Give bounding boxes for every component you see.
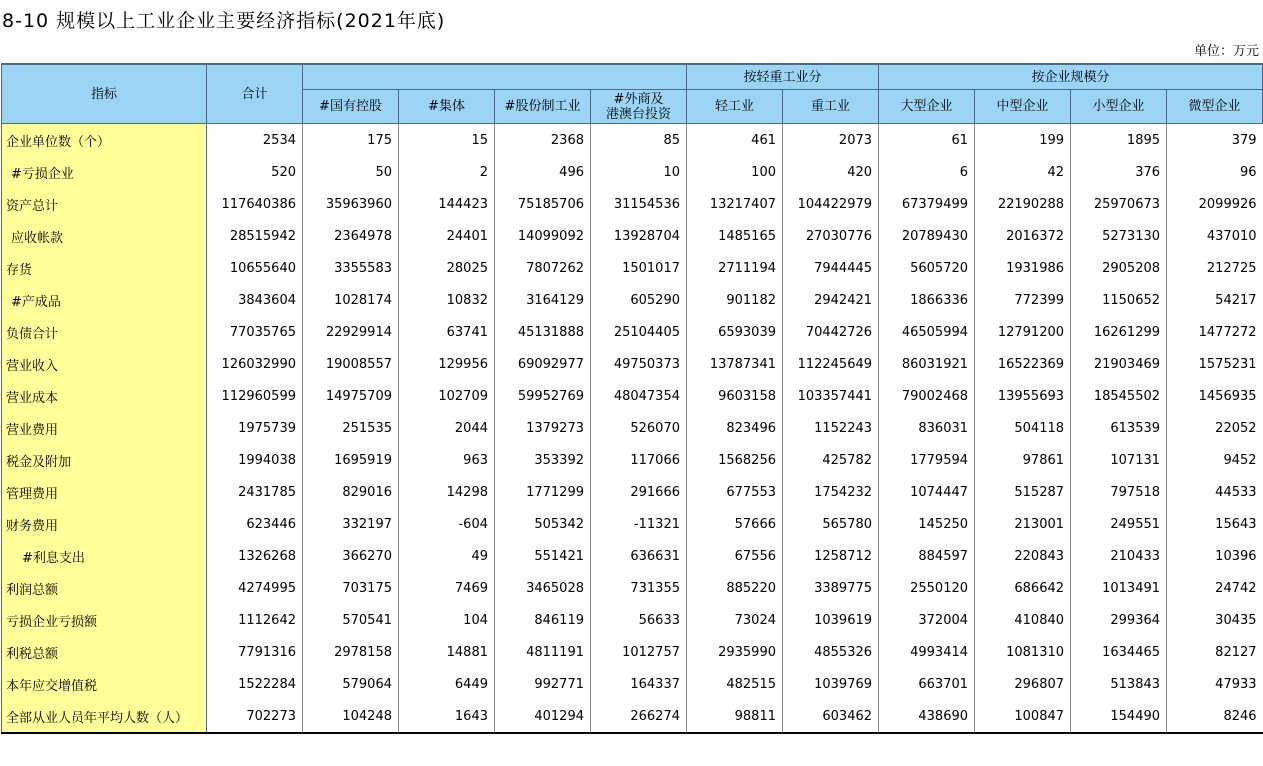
table-row (2, 188, 1263, 220)
table-cell: 2431785 (207, 476, 303, 508)
row-label: 资产总计 (2, 188, 207, 220)
page-title: 8-10 规模以上工业企业主要经济指标(2021年底) (2, 10, 446, 32)
table-row (2, 380, 1263, 412)
table-cell: 901182 (687, 284, 783, 316)
table-cell: 520 (207, 156, 303, 188)
table-cell: 296807 (975, 668, 1071, 700)
table-cell: 28025 (399, 252, 495, 284)
row-label: 全部从业人员年平均人数（人） (2, 700, 207, 733)
table-cell: 9452 (1167, 444, 1263, 476)
table-cell: 24401 (399, 220, 495, 252)
table-cell: 102709 (399, 380, 495, 412)
table-row (2, 124, 1263, 157)
table-cell: 570541 (303, 604, 399, 636)
table-cell: 54217 (1167, 284, 1263, 316)
table-cell: 372004 (879, 604, 975, 636)
table-cell: 210433 (1071, 540, 1167, 572)
column-header: 小型企业 (1071, 90, 1167, 124)
table-cell: 1326268 (207, 540, 303, 572)
table-cell: 15 (399, 124, 495, 157)
table-cell: 1485165 (687, 220, 783, 252)
table-cell: 6 (879, 156, 975, 188)
table-cell: 107131 (1071, 444, 1167, 476)
table-cell: 565780 (783, 508, 879, 540)
table-cell: 42 (975, 156, 1071, 188)
table-cell: 144423 (399, 188, 495, 220)
table-cell: 2550120 (879, 572, 975, 604)
row-label: 企业单位数（个） (2, 124, 207, 157)
table-cell: 112960599 (207, 380, 303, 412)
table-cell: 299364 (1071, 604, 1167, 636)
unit-label: 单位：万元 (1193, 44, 1259, 59)
table-cell: 2044 (399, 412, 495, 444)
table-cell: 249551 (1071, 508, 1167, 540)
table-cell: 702273 (207, 700, 303, 733)
table-cell: 199 (975, 124, 1071, 157)
table-cell: 884597 (879, 540, 975, 572)
table-cell: 70442726 (783, 316, 879, 348)
table-cell: 22052 (1167, 412, 1263, 444)
row-label: 应收帐款 (2, 220, 207, 252)
table-cell: 4274995 (207, 572, 303, 604)
table-cell: 13955693 (975, 380, 1071, 412)
header-blank-group (303, 64, 687, 90)
table-cell: 2016372 (975, 220, 1071, 252)
table-cell: 56633 (591, 604, 687, 636)
row-label: 管理费用 (2, 476, 207, 508)
table-cell: 1379273 (495, 412, 591, 444)
table-cell: 21903469 (1071, 348, 1167, 380)
table-cell: 1994038 (207, 444, 303, 476)
table-cell: 1258712 (783, 540, 879, 572)
table-cell: 1522284 (207, 668, 303, 700)
table-row (2, 508, 1263, 540)
table-cell: 112245649 (783, 348, 879, 380)
table-cell: 19008557 (303, 348, 399, 380)
table-cell: 2099926 (1167, 188, 1263, 220)
table-cell: 291666 (591, 476, 687, 508)
table-cell: 73024 (687, 604, 783, 636)
table-cell: 100847 (975, 700, 1071, 733)
row-label: 利税总额 (2, 636, 207, 668)
header-total: 合计 (207, 64, 303, 124)
table-cell: 366270 (303, 540, 399, 572)
table-cell: 47933 (1167, 668, 1263, 700)
table-cell: 154490 (1071, 700, 1167, 733)
table-cell: 992771 (495, 668, 591, 700)
table-cell: 25104405 (591, 316, 687, 348)
table-cell: 8246 (1167, 700, 1263, 733)
table-cell: 14298 (399, 476, 495, 508)
table-cell: 677553 (687, 476, 783, 508)
table-cell: 7944445 (783, 252, 879, 284)
table-cell: 1568256 (687, 444, 783, 476)
table-cell: 1643 (399, 700, 495, 733)
row-label: 营业收入 (2, 348, 207, 380)
table-cell: 77035765 (207, 316, 303, 348)
table-cell: 1695919 (303, 444, 399, 476)
table-cell: 14881 (399, 636, 495, 668)
table-row (2, 700, 1263, 733)
table-cell: 401294 (495, 700, 591, 733)
table-cell: 266274 (591, 700, 687, 733)
table-row (2, 316, 1263, 348)
row-label: #利息支出 (2, 540, 207, 572)
table-cell: 482515 (687, 668, 783, 700)
table-cell: 846119 (495, 604, 591, 636)
table-cell: 6449 (399, 668, 495, 700)
table-cell: 885220 (687, 572, 783, 604)
column-header: 大型企业 (879, 90, 975, 124)
table-cell: 59952769 (495, 380, 591, 412)
table-cell: 2364978 (303, 220, 399, 252)
table-cell: 1501017 (591, 252, 687, 284)
table-cell: 376 (1071, 156, 1167, 188)
row-label: #亏损企业 (2, 156, 207, 188)
column-header: 中型企业 (975, 90, 1071, 124)
table-cell: 44533 (1167, 476, 1263, 508)
table-cell: 96 (1167, 156, 1263, 188)
column-header: #集体 (399, 90, 495, 124)
table-cell: 20789430 (879, 220, 975, 252)
table-cell: 420 (783, 156, 879, 188)
table-cell: 117640386 (207, 188, 303, 220)
column-header: 轻工业 (687, 90, 783, 124)
table-cell: 410840 (975, 604, 1071, 636)
table-cell: 2368 (495, 124, 591, 157)
table-cell: 129956 (399, 348, 495, 380)
table-cell: 126032990 (207, 348, 303, 380)
table-cell: 7791316 (207, 636, 303, 668)
table-cell: 6593039 (687, 316, 783, 348)
table-cell: 1575231 (1167, 348, 1263, 380)
table-cell: 67379499 (879, 188, 975, 220)
table-cell: 1931986 (975, 252, 1071, 284)
table-cell: 613539 (1071, 412, 1167, 444)
table-cell: 2 (399, 156, 495, 188)
table-cell: -11321 (591, 508, 687, 540)
table-cell: 13217407 (687, 188, 783, 220)
table-cell: 10832 (399, 284, 495, 316)
table-cell: 30435 (1167, 604, 1263, 636)
table-cell: 3465028 (495, 572, 591, 604)
table-cell: 797518 (1071, 476, 1167, 508)
row-label: 存货 (2, 252, 207, 284)
table-cell: 2905208 (1071, 252, 1167, 284)
table-cell: 10396 (1167, 540, 1263, 572)
table-cell: 45131888 (495, 316, 591, 348)
row-label: #产成品 (2, 284, 207, 316)
table-cell: 103357441 (783, 380, 879, 412)
table-cell: 100 (687, 156, 783, 188)
table-cell: 13787341 (687, 348, 783, 380)
table-cell: 97861 (975, 444, 1071, 476)
table-row (2, 604, 1263, 636)
table-cell: 145250 (879, 508, 975, 540)
table-cell: 1028174 (303, 284, 399, 316)
table-cell: 623446 (207, 508, 303, 540)
table-cell: 67556 (687, 540, 783, 572)
table-cell: 212725 (1167, 252, 1263, 284)
table-cell: 2711194 (687, 252, 783, 284)
row-label: 利润总额 (2, 572, 207, 604)
table-cell: 85 (591, 124, 687, 157)
table-cell: 22929914 (303, 316, 399, 348)
table-cell: 16522369 (975, 348, 1071, 380)
table-cell: 379 (1167, 124, 1263, 157)
column-header: 微型企业 (1167, 90, 1263, 124)
table-row (2, 572, 1263, 604)
header-indicator: 指标 (2, 64, 207, 124)
table-cell: 504118 (975, 412, 1071, 444)
table-cell: 10 (591, 156, 687, 188)
row-label: 财务费用 (2, 508, 207, 540)
table-cell: 1150652 (1071, 284, 1167, 316)
table-cell: 117066 (591, 444, 687, 476)
table-cell: 2534 (207, 124, 303, 157)
table-cell: 829016 (303, 476, 399, 508)
table-cell: 3164129 (495, 284, 591, 316)
table-cell: 63741 (399, 316, 495, 348)
table-cell: 14975709 (303, 380, 399, 412)
table-cell: 1039769 (783, 668, 879, 700)
table-cell: 505342 (495, 508, 591, 540)
table-cell: 1012757 (591, 636, 687, 668)
table-cell: 14099092 (495, 220, 591, 252)
table-cell: 1634465 (1071, 636, 1167, 668)
row-label: 营业费用 (2, 412, 207, 444)
table-cell: 49 (399, 540, 495, 572)
table-cell: 437010 (1167, 220, 1263, 252)
table-row (2, 636, 1263, 668)
table-cell: 1152243 (783, 412, 879, 444)
table-cell: 104 (399, 604, 495, 636)
table-cell: 1112642 (207, 604, 303, 636)
table-cell: 1866336 (879, 284, 975, 316)
table-row (2, 156, 1263, 188)
table-cell: 164337 (591, 668, 687, 700)
table-cell: 16261299 (1071, 316, 1167, 348)
table-row (2, 476, 1263, 508)
table-cell: 663701 (879, 668, 975, 700)
table-cell: 2942421 (783, 284, 879, 316)
table-cell: 461 (687, 124, 783, 157)
table-cell: 31154536 (591, 188, 687, 220)
table-cell: 24742 (1167, 572, 1263, 604)
table-row (2, 252, 1263, 284)
table-cell: 2935990 (687, 636, 783, 668)
table-cell: -604 (399, 508, 495, 540)
table-cell: 551421 (495, 540, 591, 572)
table-cell: 772399 (975, 284, 1071, 316)
table-cell: 104248 (303, 700, 399, 733)
table-cell: 963 (399, 444, 495, 476)
column-header: #国有控股 (303, 90, 399, 124)
table-cell: 175 (303, 124, 399, 157)
table-cell: 438690 (879, 700, 975, 733)
table-cell: 50 (303, 156, 399, 188)
table-cell: 5605720 (879, 252, 975, 284)
table-cell: 98811 (687, 700, 783, 733)
table-cell: 686642 (975, 572, 1071, 604)
table-cell: 220843 (975, 540, 1071, 572)
table-cell: 603462 (783, 700, 879, 733)
table-cell: 27030776 (783, 220, 879, 252)
table-cell: 1779594 (879, 444, 975, 476)
table-row (2, 668, 1263, 700)
table-cell: 515287 (975, 476, 1071, 508)
table-cell: 10655640 (207, 252, 303, 284)
table-row (2, 348, 1263, 380)
column-header: #股份制工业 (495, 90, 591, 124)
row-label: 本年应交增值税 (2, 668, 207, 700)
indicators-table (1, 63, 1263, 734)
table-cell: 46505994 (879, 316, 975, 348)
column-header: 重工业 (783, 90, 879, 124)
header-group-scale: 按企业规模分 (879, 64, 1263, 90)
table-cell: 28515942 (207, 220, 303, 252)
table-cell: 1039619 (783, 604, 879, 636)
table-cell: 69092977 (495, 348, 591, 380)
table-cell: 4855326 (783, 636, 879, 668)
table-cell: 1013491 (1071, 572, 1167, 604)
table-row (2, 444, 1263, 476)
table-cell: 7469 (399, 572, 495, 604)
table-cell: 605290 (591, 284, 687, 316)
table-cell: 353392 (495, 444, 591, 476)
table-cell: 636631 (591, 540, 687, 572)
table-cell: 82127 (1167, 636, 1263, 668)
table-cell: 2978158 (303, 636, 399, 668)
header-group-light-heavy: 按轻重工业分 (687, 64, 879, 90)
table-cell: 526070 (591, 412, 687, 444)
table-cell: 4993414 (879, 636, 975, 668)
table-cell: 13928704 (591, 220, 687, 252)
row-label: 负债合计 (2, 316, 207, 348)
table-cell: 251535 (303, 412, 399, 444)
table-cell: 15643 (1167, 508, 1263, 540)
table-row (2, 540, 1263, 572)
table-cell: 496 (495, 156, 591, 188)
table-cell: 57666 (687, 508, 783, 540)
table-cell: 425782 (783, 444, 879, 476)
table-cell: 1771299 (495, 476, 591, 508)
table-cell: 513843 (1071, 668, 1167, 700)
table-cell: 35963960 (303, 188, 399, 220)
column-header: #外商及 港澳台投资 (591, 90, 687, 124)
table-cell: 49750373 (591, 348, 687, 380)
table-cell: 1895 (1071, 124, 1167, 157)
table-cell: 332197 (303, 508, 399, 540)
table-cell: 1456935 (1167, 380, 1263, 412)
table-row (2, 220, 1263, 252)
table-cell: 703175 (303, 572, 399, 604)
table-cell: 9603158 (687, 380, 783, 412)
table-cell: 213001 (975, 508, 1071, 540)
table-cell: 12791200 (975, 316, 1071, 348)
table-cell: 25970673 (1071, 188, 1167, 220)
table-cell: 3355583 (303, 252, 399, 284)
table-cell: 75185706 (495, 188, 591, 220)
table-row (2, 412, 1263, 444)
table-cell: 104422979 (783, 188, 879, 220)
table-cell: 48047354 (591, 380, 687, 412)
row-label: 营业成本 (2, 380, 207, 412)
table-cell: 61 (879, 124, 975, 157)
table-cell: 1975739 (207, 412, 303, 444)
table-cell: 2073 (783, 124, 879, 157)
table-cell: 1477272 (1167, 316, 1263, 348)
table-cell: 1081310 (975, 636, 1071, 668)
table-cell: 5273130 (1071, 220, 1167, 252)
table-cell: 823496 (687, 412, 783, 444)
table-cell: 7807262 (495, 252, 591, 284)
table-row (2, 284, 1263, 316)
table-cell: 731355 (591, 572, 687, 604)
table-cell: 79002468 (879, 380, 975, 412)
table-cell: 22190288 (975, 188, 1071, 220)
row-label: 税金及附加 (2, 444, 207, 476)
table-cell: 579064 (303, 668, 399, 700)
row-label: 亏损企业亏损额 (2, 604, 207, 636)
table-cell: 1754232 (783, 476, 879, 508)
table-cell: 1074447 (879, 476, 975, 508)
table-cell: 3389775 (783, 572, 879, 604)
table-cell: 86031921 (879, 348, 975, 380)
table-cell: 4811191 (495, 636, 591, 668)
table-cell: 18545502 (1071, 380, 1167, 412)
table-cell: 3843604 (207, 284, 303, 316)
table-cell: 836031 (879, 412, 975, 444)
